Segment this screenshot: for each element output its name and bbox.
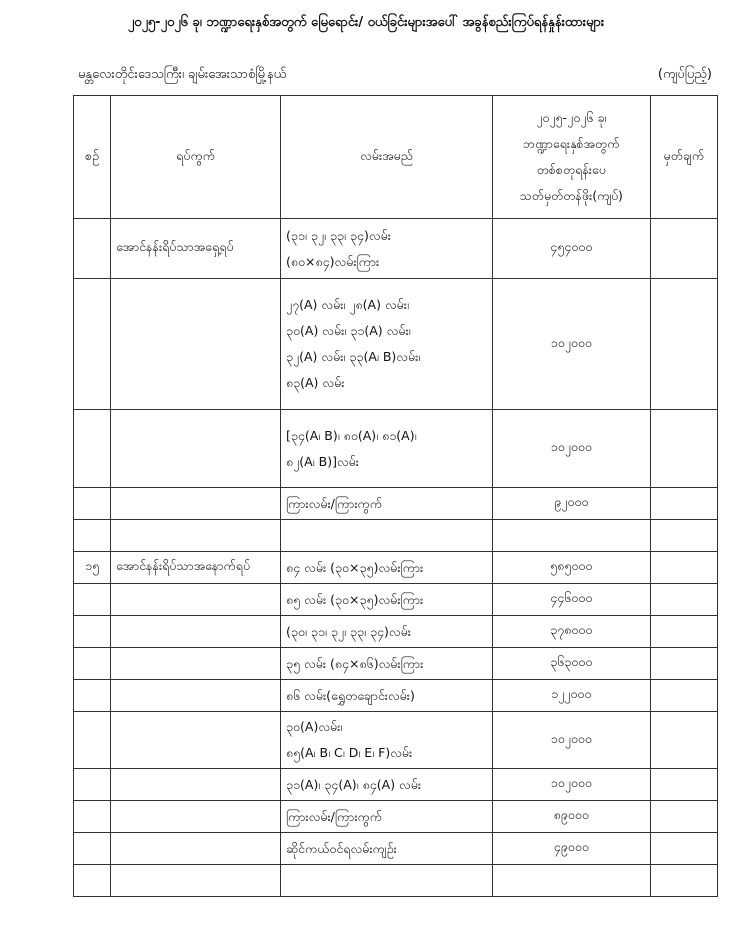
road-line: ၈၄ လမ်း (၃၀×၃၅)လမ်းကြား [285,559,424,575]
cell-rate: ၁၀၂၀၀၀ [492,279,650,410]
table-row [74,680,718,712]
cell-rate [492,865,650,897]
cell-ward [111,488,281,520]
location-subtitle: မန္တလေးတိုင်းဒေသကြီး၊ ချမ်းအေးသာစံမြို့နယ် [78,67,287,82]
cell-remark [650,520,717,552]
cell-remark [650,801,717,833]
cell-remark [650,279,717,410]
cell-road [280,712,492,769]
currency-unit: (ကျပ်ပြည့်) [657,67,712,82]
header-rate-line: တစ်စတုရန်းပေ [536,162,606,177]
cell-road [280,219,492,279]
cell-ward [111,680,281,712]
cell-road [280,769,492,801]
table-row [74,410,718,488]
cell-no [74,616,111,648]
cell-remark [650,865,717,897]
road-line: ၈၃(A) လမ်း [285,375,345,390]
cell-road [280,584,492,616]
cell-remark [650,648,717,680]
cell-ward [111,769,281,801]
cell-road [280,801,492,833]
cell-remark [650,712,717,769]
cell-rate: ၉၂၀၀၀ [492,488,650,520]
table-row [74,801,718,833]
cell-ward [111,410,281,488]
table-row [74,712,718,769]
cell-no [74,648,111,680]
cell-no: ၁၅ [74,552,111,584]
cell-ward: အောင်နန်းရိပ်သာအရှေ့ရပ် [111,219,281,279]
road-line: ၃၀(A)လမ်း၊ [285,719,343,734]
road-line: (၈၀×၈၄)လမ်းကြား [285,253,380,269]
cell-rate: ၁၂၂၀၀၀ [492,680,650,712]
cell-road [280,520,492,552]
cell-remark [650,769,717,801]
cell-rate: ၁၀၂၀၀၀ [492,712,650,769]
cell-no [74,833,111,865]
cell-road [280,279,492,410]
road-line: ၃၁(A)၊ ၃၄(A)၊ ၈၄(A) လမ်း [285,776,422,792]
cell-rate: ၈၉၀၀၀ [492,801,650,833]
road-line: (၃၀၊ ၃၁၊ ၃၂၊ ၃၃၊ ၃၄)လမ်း [285,623,411,639]
table-row [74,219,718,279]
cell-ward: အောင်နန်းရိပ်သာအနောက်ရပ် [111,552,281,584]
table-row [74,769,718,801]
cell-road [280,488,492,520]
cell-ward [111,833,281,865]
table-row [74,616,718,648]
cell-rate: ၃၇၈၀၀၀ [492,616,650,648]
cell-no [74,219,111,279]
cell-ward [111,279,281,410]
table-row [74,648,718,680]
road-line: ၈၂(A၊ B)]လမ်း [285,453,359,469]
cell-remark [650,584,717,616]
cell-road [280,552,492,584]
document-title: ၂၀၂၅-၂၀၂၆ ခု၊ ဘဏ္ဍာရေးနှစ်အတွက် မြေရောင်း/ ဝယ်ခြင်းများအပေါ် အခွန်စည်းကြပ်ရန်နှုန်းထားများ [127,15,605,30]
cell-remark [650,552,717,584]
cell-ward [111,520,281,552]
cell-rate [492,520,650,552]
table-row [74,520,718,552]
cell-remark [650,219,717,279]
table-row [74,865,718,897]
road-line: ၈၅ လမ်း (၃၀×၃၅)လမ်းကြား [285,591,424,607]
road-line: ၃၂(A) လမ်း၊ ၃၃(A၊ B)လမ်း၊ [285,349,421,364]
cell-no [74,488,111,520]
table-row [74,279,718,410]
cell-ward [111,584,281,616]
cell-road [280,680,492,712]
table-row [74,584,718,616]
cell-no [74,520,111,552]
header-no: စဉ် [74,96,111,219]
cell-remark [650,680,717,712]
rate-table [73,95,718,897]
cell-ward [111,865,281,897]
table-row [74,552,718,584]
header-ward: ရပ်ကွက် [111,96,281,219]
road-line: [၃၄(A၊ B)၊ ၈၀(A)၊ ၈၁(A)၊ [285,427,417,443]
cell-rate: ၁၀၂၀၀၀ [492,769,650,801]
cell-remark [650,410,717,488]
road-line: ၈၅(A၊ B၊ C၊ D၊ E၊ F)လမ်း [285,745,413,760]
cell-no [74,801,111,833]
cell-no [74,410,111,488]
cell-no [74,584,111,616]
cell-remark [650,833,717,865]
cell-remark [650,488,717,520]
table-body [74,219,718,897]
header-rate [492,96,650,219]
road-line: ၂၇(A) လမ်း၊ ၂၈(A) လမ်း၊ [285,297,409,312]
header-row [74,96,718,219]
cell-remark [650,616,717,648]
road-line: ကြားလမ်း/ကြားကွက် [285,495,382,511]
cell-ward [111,616,281,648]
header-rate-line: ၂၀၂၅-၂၀၂၆ ခု၊ [536,110,607,125]
header-road: လမ်းအမည် [280,96,492,219]
header-rate-line: ဘဏ္ဍာရေးနှစ်အတွက် [523,136,620,151]
table-row [74,488,718,520]
cell-road [280,865,492,897]
cell-rate: ၄၄၆၀၀၀ [492,584,650,616]
cell-ward [111,648,281,680]
cell-rate: ၁၀၂၀၀၀ [492,410,650,488]
cell-no [74,680,111,712]
cell-no [74,712,111,769]
road-line: ၈၆ လမ်း(ရွှေတချောင်းလမ်း) [285,687,415,703]
cell-no [74,279,111,410]
cell-road [280,616,492,648]
cell-road [280,833,492,865]
cell-rate: ၃၆၃၀၀၀ [492,648,650,680]
cell-rate: ၅၈၅၀၀၀ [492,552,650,584]
cell-ward [111,712,281,769]
cell-rate: ၄၉၀၀၀ [492,833,650,865]
header-rate-line: သတ်မှတ်တန်ဖိုး(ကျပ်) [519,188,623,203]
cell-road [280,648,492,680]
cell-road [280,410,492,488]
cell-rate: ၄၅၄၀၀၀ [492,219,650,279]
road-line: ၃၀(A) လမ်း၊ ၃၁(A) လမ်း၊ [285,323,411,338]
road-line: ဆိုင်ကယ်ဝင်ရလမ်းကျဉ်း [285,840,397,856]
road-line: ကြားလမ်း/ကြားကွက် [285,808,382,824]
road-line: (၃၁၊ ၃၂၊ ၃၃၊ ၃၄)လမ်း [285,227,391,243]
cell-ward [111,801,281,833]
table-row [74,833,718,865]
cell-no [74,865,111,897]
cell-no [74,769,111,801]
road-line: ၃၅ လမ်း (၈၄×၈၆)လမ်းကြား [285,655,424,671]
header-remark: မှတ်ချက် [650,96,717,219]
